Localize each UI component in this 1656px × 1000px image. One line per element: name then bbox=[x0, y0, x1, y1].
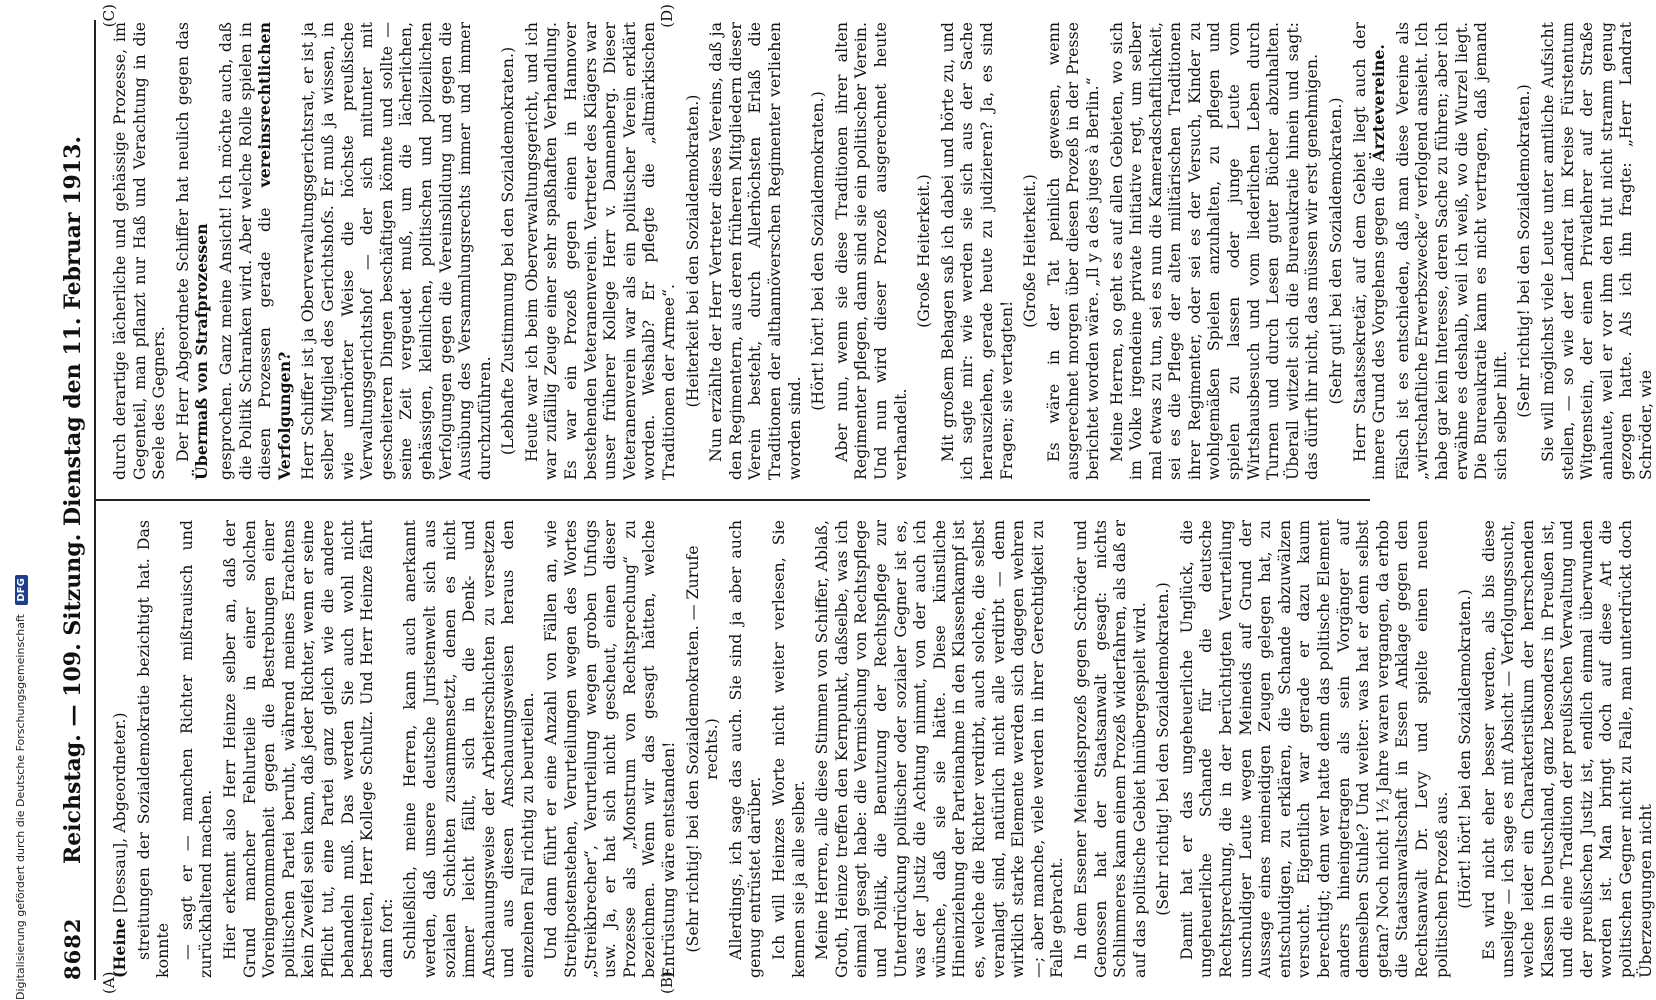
left-column-paragraph bbox=[541, 520, 678, 978]
right-column-interjection: (Hört! hört! bei den Sozialdemokraten.) bbox=[808, 91, 828, 411]
left-column-paragraph bbox=[726, 520, 765, 978]
paragraph-text: Aber nun, wenn sie diese Traditionen ihrer alten Regimenter pflegen, dann sind sie ein politischer Verein. Und nun wird dieser Prozeß ausgerechnet heute verhandelt. bbox=[831, 22, 910, 480]
header-title-left: Reichstag. bbox=[60, 734, 86, 865]
right-column-paragraph bbox=[832, 22, 910, 480]
paragraph-text: Ich will Heinzes Worte nicht weiter verlesen, Sie kennen sie ja alle selber. bbox=[769, 520, 808, 978]
left-column-paragraph bbox=[400, 520, 537, 978]
paragraph-text: Herr Staatssekretär, auf dem Gebiet liegt auch der innere Grund des Vorgehens gegen die bbox=[1349, 22, 1389, 480]
paragraph-text: Meine Herren, so geht es auf allen Gebieten, wo sich im Volke irgendeine private Initiative regt, um selber mal etwas zu tun, sei es nun die Kameradschaftlichkeit, sei es die Pflege der alten militärischen Traditionen ihrer Regimenter, oder sei es der Versuch, Kinder zu wohlgemäßen Spielen anzuhalten, zu pflegen und spielen zu lassen oder junge Leute vom Wirtshausbesuch und vom liederlichen Leben durch Turnen und durch Lesen guter Bücher abzuhalten. Überall witzelt sich die Bureaukratie hinein und sagt: das dürft ihr nicht, das müssen wir erst genehmigen. bbox=[1106, 22, 1322, 480]
emphasized-term: Übermaß von Strafprozessen bbox=[192, 223, 212, 480]
rotated-page bbox=[48, 0, 1655, 1000]
paragraph-text: Schließlich, meine Herren, kann auch anerkannt werden, daß unsere deutsche Juristenwelt sich aus sozialen Schichten zusammensetzt, denen es nicht immer leicht fällt, sich in die Denk- und Anschauungsweise der Arbeiterschichten zu versetzen und aus diesen Anschauungsweisen heraus den einzelnen Fall richtig zu beurteilen. bbox=[400, 520, 537, 978]
right-column-paragraph bbox=[173, 22, 212, 480]
margin-mark-c: (C) bbox=[100, 4, 118, 28]
right-column-interjection: (Sehr richtig! bei den Sozialdemokraten.) bbox=[1514, 84, 1534, 418]
right-column-paragraph bbox=[1393, 22, 1511, 480]
left-column-interjection: (Hört! hört! bei den Sozialdemokraten.) bbox=[1455, 589, 1475, 909]
left-column-interjection: (Sehr richtig! bei den Sozialdemokraten. — Zurufe rechts.) bbox=[682, 545, 722, 953]
paragraph-text: Es wird nicht eher besser werden, als bis diese unselige — ich sage es mit Absicht — Verfolgungssucht, welche leider ein Charakteristikum der herrschenden Klassen in Deutschland, ganz besonders in Preußen ist, und die eine Tradition der preußischen Verwaltung und der preußischen Justiz ist, endlich einmal überwunden worden ist. Man bringt doch auf diese Art die politischen Gegner nicht zu Falle, man unterdrückt doch Überzeugungen nicht bbox=[1478, 520, 1655, 978]
left-column-paragraph bbox=[769, 520, 808, 978]
right-column-paragraph bbox=[1538, 22, 1656, 480]
paragraph-text: Herr Schiffer ist ja Oberverwaltungsgerichtsrat, er ist ja selber Mitglied des Gerichtshofs. Er muß ja wissen, in wie unerhörter Weise die höchste preußische Verwaltungsgerichtshof — der sich mitunter mit gescheiteren Dingen beschäftigen könnte und sollte — seine Zeit vergeudet muß, um die lächerlichen, gehässigen, kleinlichen, politischen und polizeilichen Verfolgungen gegen die Vereinsbildung und gegen die Ausübung des Versammlungsrechts immer und immer durchzuführen. bbox=[298, 22, 494, 480]
paragraph-text: gesprochen. Ganz meine Ansicht! Ich möchte auch, daß die Politik Schranken wird. Aber welche Rolle spielen in diesen Prozessen gerade die bbox=[215, 22, 275, 480]
header-title bbox=[60, 20, 86, 980]
right-column-paragraph bbox=[1107, 22, 1323, 480]
left-column-paragraph bbox=[134, 520, 173, 978]
paragraph-text: — sagt er — manchen Richter mißtrauisch und zurückhaltend machen. bbox=[176, 520, 216, 978]
paragraph-text: Es wäre in der Tat peinlich gewesen, wenn ausgerechnet morgen über diesen Prozeß in der Presse berichtet worden wäre. „Il y a des juges à Berlin.“ bbox=[1043, 22, 1102, 480]
left-column-paragraph bbox=[812, 520, 1067, 978]
right-column-paragraph bbox=[298, 22, 494, 480]
paragraph-text: Sie will möglichst viele Leute unter amtliche Aufsicht stellen, — so wie der Landrat im Kreise Fürstentum Witgenstein, der einen Privatlehrer auf der Straße anhaute, weil er vor ihm den Hut nicht stramm genug gezogen hatte. Als ich ihn fragte: „Herr Landrat Schröder, wie bbox=[1537, 22, 1655, 480]
paragraph-text: durch derartige lächerliche und gehässige Prozesse, im Gegenteil, man pflanzt nur Haß und Verachtung in die Seele des Gegners. bbox=[110, 22, 169, 480]
credit-text: Digitalisierung gefördert durch die Deutsche Forschungsgemeinschaft bbox=[14, 614, 27, 1000]
page-number: 8682 bbox=[60, 917, 85, 980]
right-column-paragraph bbox=[706, 22, 804, 480]
margin-mark-b: (B) bbox=[658, 971, 676, 994]
right-column-paragraph bbox=[1350, 22, 1389, 480]
right-column-interjection: (Sehr gut! bei den Sozialdemokraten.) bbox=[1326, 97, 1346, 405]
left-column-paragraph bbox=[1479, 520, 1655, 978]
margin-mark-d: (D) bbox=[658, 4, 676, 28]
left-column-paragraph bbox=[1071, 520, 1149, 978]
paragraph-text: Damit hat er das ungeheuerliche Unglück, die ungeheuerliche Schande für die deutsche Rechtsprechung, die in der berüchtigten Verurteilung unschuldiger Leute wegen Meineids auf Grund der Aussage eines meineidigen Zeugen gelegen hat, zu entschuldigen, zu erklären, die Schande abzuwälzen versucht. Eigentlich war gerade er dazu kaum berechtigt; denn wer hatte denn das politische Element anders hineingetragen als sein Vorgänger auf demselben Stuhle? Und weiter: was hat er denn selbst getan? Noch nicht 1½ Jahre waren vergangen, da erhob die Staatsanwaltschaft in Essen Anklage gegen den Rechtsanwalt Dr. Levy und spielte einen neuen politischen Prozeß aus. bbox=[1176, 520, 1451, 978]
right-column-paragraph bbox=[1044, 22, 1103, 480]
margin-mark-a: (A) bbox=[100, 971, 118, 994]
speaker-name: (Heine bbox=[110, 918, 129, 978]
right-column bbox=[110, 22, 1655, 480]
right-column-paragraph bbox=[110, 22, 169, 480]
right-column-paragraph bbox=[522, 22, 679, 480]
left-column-paragraph bbox=[177, 520, 216, 978]
header-title-session: — 109. Sitzung. bbox=[60, 533, 86, 727]
paragraph-text: Und dann führt er eine Anzahl von Fällen an, wie Streitpostenstehen, Verurteilungen wegen des Wortes „Streikbrecher“, Verurteilung wegen groben Unfugs usw. Ja, er hat sich nicht gescheut, einen dieser Prozesse als „Monstrum von Rechtsprechung“ zu bezeichnen. Wenn wir das gesagt hätten, welche Entrüstung wäre entstanden! bbox=[541, 520, 679, 978]
paragraph-text: Mit großem Behagen saß ich dabei und hörte zu, und ich sagte mir: wie werden sie sich aus der Sache herausziehen, gerade heute zu judizieren? Ja, es sind Fragen; sie vertagten! bbox=[937, 22, 1016, 480]
page-header bbox=[60, 20, 90, 980]
right-column-interjection: (Heiterkeit bei den Sozialdemokraten.) bbox=[682, 94, 702, 408]
left-column-paragraph bbox=[220, 520, 396, 978]
left-column-paragraph bbox=[1177, 520, 1451, 978]
column-rule bbox=[96, 499, 1370, 501]
paragraph-text: Fälsch ist es entschieden, daß man diese Vereine als „wirtschaftliche Erwerbszwecke“ verfolgend ansieht. Ich habe gar kein Interesse, deren Sache zu führen; aber ich erwähne es deshalb, weil ich weiß, wo die Wurzel liegt. Die Bureaukratie kann es nicht vertragen, daß jemand sich selber hilft. bbox=[1392, 22, 1510, 480]
right-column-interjection: (Große Heiterkeit.) bbox=[1020, 174, 1040, 328]
header-title-date: Dienstag den 11. Februar 1913. bbox=[60, 135, 86, 526]
emphasized-term: vereinsrechtlichen Verfolgungen? bbox=[255, 22, 294, 480]
dfg-logo-icon: DFG bbox=[15, 575, 28, 604]
right-column-interjection: (Große Heiterkeit.) bbox=[914, 174, 934, 328]
right-column-interjection: (Lebhafte Zustimmung bei den Sozialdemokraten.) bbox=[498, 46, 518, 456]
right-column-paragraph bbox=[216, 22, 294, 480]
paragraph-text: [Dessau], Abgeordneter.) bbox=[110, 712, 129, 918]
digitization-credit bbox=[14, 575, 28, 1000]
left-column-interjection: (Sehr richtig! bei den Sozialdemokraten.) bbox=[1153, 582, 1173, 916]
paragraph-text: Nun erzählte der Herr Vertreter dieses Vereins, daß ja den Regimentern, aus deren früheren Mitgliedern dieser Verein besteht, durch Allerhöchsten Erlaß die Traditionen der althannöverschen Regimenter verliehen worden sind. bbox=[706, 22, 804, 480]
paragraph-text: Meine Herren, alle diese Stimmen von Schiffer, Ablaß, Groth, Heinze treffen den Kernpunkt, daßselbe, was ich einmal gesagt habe: die Vermischung von Rechtspflege und Politik, die Benutzung der Rechtspflege zur Unterdrückung politischer oder sozialer Gegner ist es, was der Justiz die Achtung nimmt, von der auch ich wünsche, daß sie sie hätte. Diese künstliche Hineinziehung der Parteinahme in den Klassenkampf ist es, welche die Richter verdirbt, auch solche, die selbst veranlagt sind, natürlich nicht alle verdirbt — denn wirklich starke Elemente werden sich dagegen wehren —; aber manche, viele werden in ihrer Gerechtigkeit zu Falle gebracht. bbox=[812, 520, 1067, 978]
paragraph-text: Allerdings, ich sage das auch. Sie sind ja aber auch genug entrüstet darüber. bbox=[725, 520, 765, 978]
paragraph-text: In dem Essener Meineidsprozeß gegen Schröder und Genossen hat der Staatsanwalt gesagt: nichts Schlimmeres kann einem Prozeß widerfahren, als daß er auf das politische Gebiet hinübergespielt wird. bbox=[1070, 520, 1149, 978]
paragraph-text: Der Herr Abgeordnete Schiffer hat neulich gegen das bbox=[172, 22, 192, 462]
left-column-paragraph bbox=[110, 520, 130, 978]
paragraph-text: Heute war ich beim Oberverwaltungsgericht, und ich war zufällig Zeuge einer sehr spaßhaften Verhandlung. Es war ein Prozeß gegen einen in Hannover bestehenden Veteranenverein. Vertreter des Klägers war unser früherer Kollege Herr v. Dannenberg. Dieser Veteranenverein war als ein politischer Verein erklärt worden. Weshalb? Er pflegte die „altmärkischen Traditionen der Armee“. bbox=[521, 22, 679, 480]
paragraph-text: Hier erkennt also Herr Heinze selber an, daß der Grund mancher Fehlurteile in einer solchen Voreingenommenheit gegen die Bestrebungen einer politischen Partei beruht, während meines Erachtens kein Zweifel sein kann, daß jeder Richter, wenn er seine Pflicht tut, eine Partei ganz gleich wie die andere behandeln muß. Das werden Sie auch wohl nicht bestreiten, Herr Kollege Schultz. Und Herr Heinze fährt dann fort: bbox=[219, 520, 396, 978]
paragraph-text: streitungen der Sozialdemokratie bezichtigt hat. Das konnte bbox=[133, 520, 173, 978]
left-column bbox=[110, 520, 1655, 978]
emphasized-term: Ärztevereine. bbox=[1369, 44, 1389, 168]
right-column-paragraph bbox=[938, 22, 1016, 480]
